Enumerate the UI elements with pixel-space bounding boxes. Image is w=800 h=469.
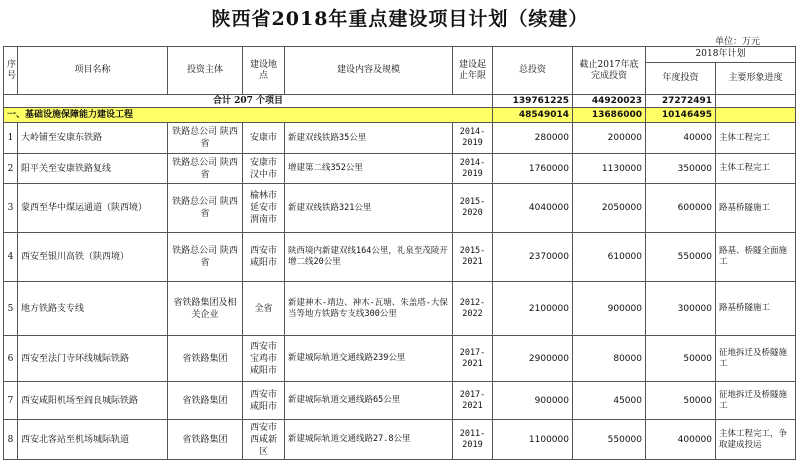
header-owner: 投资主体 (168, 47, 243, 95)
cell-progress: 路基、桥隧全面施工 (716, 233, 796, 282)
summary-progress (716, 95, 796, 108)
cell-owner: 铁路总公司 陕西省 (168, 123, 243, 154)
cell-seq: 1 (4, 123, 18, 154)
cell-completed: 2050000 (573, 184, 646, 233)
header-total: 总投资 (493, 47, 573, 95)
cell-total: 2900000 (493, 336, 573, 382)
cell-completed: 80000 (573, 336, 646, 382)
cell-completed: 45000 (573, 382, 646, 420)
table-row (4, 233, 796, 282)
cell-seq: 3 (4, 184, 18, 233)
cell-total: 2370000 (493, 233, 573, 282)
cell-total: 1100000 (493, 420, 573, 460)
cell-content: 新建城际轨道交通线路65公里 (285, 382, 453, 420)
cell-years: 2014-2019 (453, 123, 493, 154)
cell-seq: 5 (4, 282, 18, 336)
section-label: 一、基础设施保障能力建设工程 (4, 108, 493, 123)
cell-name: 西安北客站至机场城际轨道 (18, 420, 168, 460)
cell-owner: 铁路总公司 陕西省 (168, 154, 243, 184)
cell-seq: 2 (4, 154, 18, 184)
cell-progress: 征地拆迁及桥隧施工 (716, 382, 796, 420)
cell-location: 西安市 宝鸡市 咸阳市 (243, 336, 285, 382)
cell-name: 阳平关至安康铁路复线 (18, 154, 168, 184)
header-years: 建设起止年限 (453, 47, 493, 95)
cell-annual: 40000 (646, 123, 716, 154)
section-annual: 10146495 (646, 108, 716, 123)
header-content: 建设内容及规模 (285, 47, 453, 95)
header-progress: 主要形象进度 (716, 63, 796, 95)
section-progress (716, 108, 796, 123)
cell-total: 4040000 (493, 184, 573, 233)
cell-annual: 300000 (646, 282, 716, 336)
cell-content: 新建神木-靖边、神木-瓦塘、朱盖塔-大保当等地方铁路专支线300公里 (285, 282, 453, 336)
table-row (4, 336, 796, 382)
summary-total: 139761225 (493, 95, 573, 108)
cell-location: 安康市 汉中市 (243, 154, 285, 184)
cell-total: 280000 (493, 123, 573, 154)
cell-annual: 600000 (646, 184, 716, 233)
cell-completed: 610000 (573, 233, 646, 282)
cell-progress: 主体工程完工，争取建成投运 (716, 420, 796, 460)
cell-years: 2015-2020 (453, 184, 493, 233)
cell-years: 2014-2019 (453, 154, 493, 184)
cell-name: 大岭铺至安康东铁路 (18, 123, 168, 154)
cell-progress: 主体工程完工 (716, 154, 796, 184)
cell-location: 西安市 西咸新区 (243, 420, 285, 460)
unit-label: 单位：万元 (714, 37, 760, 47)
table-row (4, 123, 796, 154)
cell-years: 2011-2019 (453, 420, 493, 460)
cell-owner: 铁路总公司 陕西省 (168, 184, 243, 233)
cell-seq: 6 (4, 336, 18, 382)
cell-content: 新建双线铁路35公里 (285, 123, 453, 154)
cell-progress: 主体工程完工 (716, 123, 796, 154)
cell-location: 西安市 咸阳市 (243, 382, 285, 420)
cell-annual: 350000 (646, 154, 716, 184)
cell-owner: 省铁路集团 (168, 420, 243, 460)
cell-location: 西安市 咸阳市 (243, 233, 285, 282)
cell-content: 陕西境内新建双线164公里，礼泉至茂陵开增二线20公里 (285, 233, 453, 282)
header-seq: 序号 (4, 47, 18, 95)
summary-annual: 27272491 (646, 95, 716, 108)
cell-years: 2015-2021 (453, 233, 493, 282)
cell-total: 2100000 (493, 282, 573, 336)
cell-owner: 省铁路集团 (168, 336, 243, 382)
cell-owner: 省铁路集团 (168, 382, 243, 420)
table-row (4, 184, 796, 233)
header-completed: 截止2017年底完成投资 (573, 47, 646, 95)
cell-annual: 550000 (646, 233, 716, 282)
cell-location: 安康市 (243, 123, 285, 154)
header-annual: 年度投资 (646, 63, 716, 95)
cell-progress: 路基桥隧施工 (716, 282, 796, 336)
cell-location: 榆林市 延安市 渭南市 (243, 184, 285, 233)
cell-location: 全省 (243, 282, 285, 336)
cell-name: 地方铁路支专线 (18, 282, 168, 336)
table-row (4, 382, 796, 420)
summary-row (4, 95, 796, 108)
cell-name: 西安至银川高铁（陕西境） (18, 233, 168, 282)
table-row (4, 282, 796, 336)
cell-total: 900000 (493, 382, 573, 420)
cell-annual: 50000 (646, 382, 716, 420)
cell-content: 新建城际轨道交通线路27.8公里 (285, 420, 453, 460)
summary-label: 合计 207 个项目 (4, 95, 493, 108)
cell-completed: 1130000 (573, 154, 646, 184)
cell-completed: 900000 (573, 282, 646, 336)
table-row (4, 154, 796, 184)
cell-content: 新建双线铁路321公里 (285, 184, 453, 233)
summary-completed: 44920023 (573, 95, 646, 108)
cell-completed: 550000 (573, 420, 646, 460)
project-table (3, 46, 796, 460)
cell-name: 西安至法门寺环线城际铁路 (18, 336, 168, 382)
section-row (4, 108, 796, 123)
cell-years: 2017-2021 (453, 382, 493, 420)
cell-completed: 200000 (573, 123, 646, 154)
cell-seq: 7 (4, 382, 18, 420)
cell-name: 西安咸阳机场至阎良城际铁路 (18, 382, 168, 420)
header-plan2018: 2018年计划 (646, 47, 796, 63)
header-location: 建设地点 (243, 47, 285, 95)
cell-content: 增建第二线352公里 (285, 154, 453, 184)
cell-content: 新建城际轨道交通线路239公里 (285, 336, 453, 382)
document-title: 陕西省2018年重点建设项目计划（续建） (211, 8, 589, 30)
cell-progress: 路基桥隧施工 (716, 184, 796, 233)
section-completed: 13686000 (573, 108, 646, 123)
cell-annual: 400000 (646, 420, 716, 460)
cell-seq: 4 (4, 233, 18, 282)
section-total: 48549014 (493, 108, 573, 123)
cell-seq: 8 (4, 420, 18, 460)
cell-owner: 铁路总公司 陕西省 (168, 233, 243, 282)
cell-progress: 征地拆迁及桥隧施工 (716, 336, 796, 382)
cell-name: 蒙西至华中煤运通道（陕西境） (18, 184, 168, 233)
cell-years: 2012-2022 (453, 282, 493, 336)
header-name: 项目名称 (18, 47, 168, 95)
cell-owner: 省铁路集团及相关企业 (168, 282, 243, 336)
cell-annual: 50000 (646, 336, 716, 382)
cell-years: 2017-2021 (453, 336, 493, 382)
table-row (4, 420, 796, 460)
cell-total: 1760000 (493, 154, 573, 184)
